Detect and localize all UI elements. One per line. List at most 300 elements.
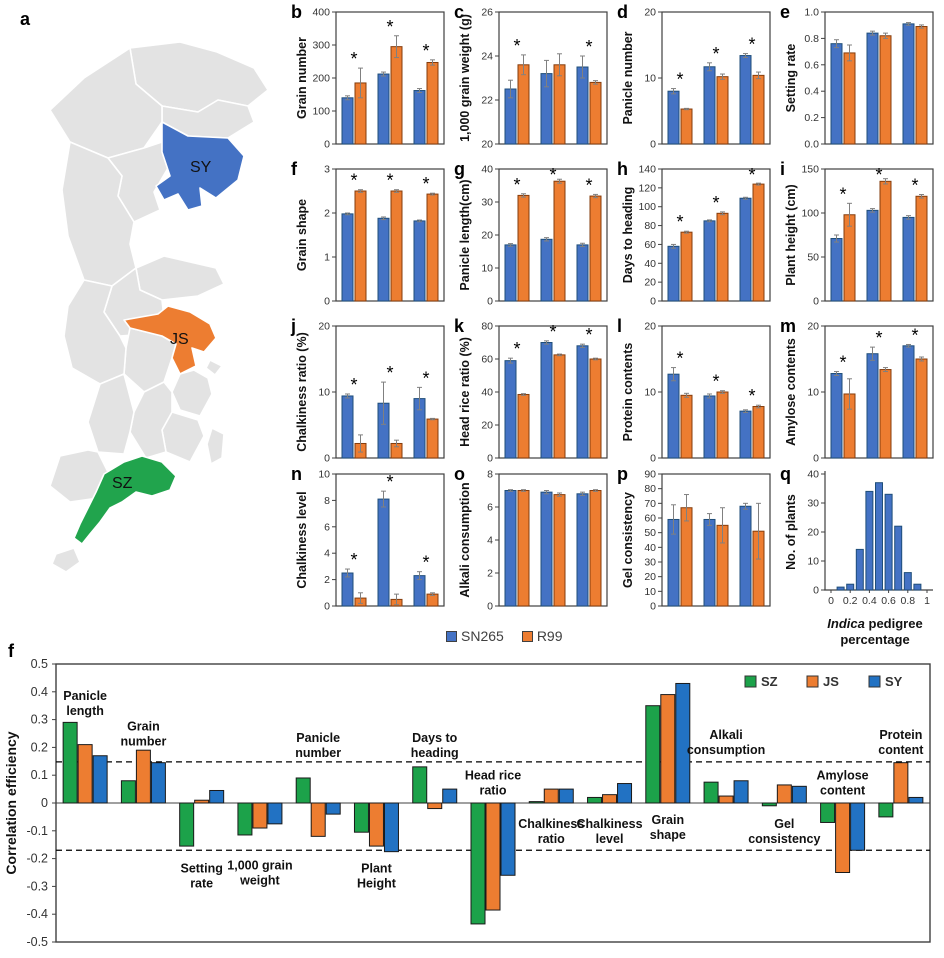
significance-asterisk: * bbox=[549, 322, 557, 342]
bar bbox=[717, 392, 728, 458]
svg-text:30: 30 bbox=[807, 497, 819, 510]
corr-bar-sz bbox=[821, 803, 835, 822]
corr-bar-sz bbox=[762, 803, 776, 806]
significance-asterisk: * bbox=[748, 165, 756, 185]
corr-bar-js bbox=[78, 745, 92, 803]
bar bbox=[590, 82, 601, 144]
svg-text:140: 140 bbox=[638, 163, 656, 176]
bar bbox=[844, 53, 855, 144]
trait-label: Gel consistency bbox=[748, 817, 821, 847]
chart-svg-o bbox=[457, 466, 612, 618]
svg-text:2: 2 bbox=[324, 574, 330, 587]
svg-text:0: 0 bbox=[650, 295, 656, 308]
svg-text:Chalkiness ratio (%): Chalkiness ratio (%) bbox=[295, 332, 309, 452]
trait-label: Head rice ratio bbox=[464, 768, 522, 798]
svg-text:2: 2 bbox=[487, 567, 493, 580]
svg-text:Setting rate: Setting rate bbox=[784, 43, 798, 113]
bar bbox=[590, 491, 601, 607]
corr-bar-sz bbox=[354, 803, 368, 832]
chart-svg-m bbox=[783, 318, 938, 470]
svg-text:0: 0 bbox=[487, 452, 493, 465]
svg-text:0.2: 0.2 bbox=[30, 740, 48, 755]
corr-bar-sy bbox=[559, 789, 573, 803]
bar bbox=[704, 67, 715, 144]
bar bbox=[831, 239, 842, 301]
corr-bar-sy bbox=[618, 784, 632, 803]
panel-letter-f: f bbox=[291, 159, 297, 179]
corr-bar-sy bbox=[501, 803, 515, 875]
panel-a-letter: a bbox=[20, 9, 31, 29]
bar bbox=[831, 374, 842, 458]
bar bbox=[681, 109, 692, 144]
bar bbox=[903, 24, 914, 144]
svg-text:Days to heading: Days to heading bbox=[621, 186, 635, 284]
panel-d-panicle-number bbox=[616, 2, 779, 159]
svg-text:4: 4 bbox=[324, 547, 330, 560]
significance-asterisk: * bbox=[748, 34, 756, 55]
legend-swatch-sy bbox=[869, 676, 880, 687]
svg-text:80: 80 bbox=[481, 320, 493, 333]
bar bbox=[554, 65, 565, 144]
svg-text:0: 0 bbox=[828, 595, 834, 607]
svg-text:0.2: 0.2 bbox=[842, 595, 858, 607]
svg-text:10: 10 bbox=[644, 386, 656, 399]
svg-text:-0.4: -0.4 bbox=[26, 907, 48, 922]
significance-asterisk: * bbox=[839, 184, 847, 205]
svg-text:8: 8 bbox=[324, 494, 330, 507]
svg-text:0.1: 0.1 bbox=[30, 768, 48, 783]
bar bbox=[342, 98, 353, 144]
chart-svg-h bbox=[620, 161, 775, 313]
corr-bar-sz bbox=[296, 778, 310, 803]
svg-text:Grain shape: Grain shape bbox=[295, 198, 309, 272]
bar bbox=[554, 495, 565, 606]
svg-text:40: 40 bbox=[644, 257, 656, 270]
correlation-chart-svg bbox=[0, 652, 944, 958]
bar bbox=[740, 198, 751, 301]
trait-label: Alkali consumption bbox=[686, 728, 766, 758]
xlabel-line2: percentage bbox=[840, 632, 910, 647]
bar bbox=[577, 494, 588, 606]
corr-bar-sz bbox=[529, 802, 543, 803]
svg-text:Amylose contents: Amylose contents bbox=[784, 338, 798, 446]
corr-bar-sz bbox=[646, 706, 660, 803]
bar bbox=[378, 218, 389, 301]
bar bbox=[717, 77, 728, 144]
corr-bar-js bbox=[253, 803, 267, 828]
svg-text:30: 30 bbox=[644, 556, 656, 569]
bar bbox=[342, 573, 353, 606]
svg-text:1: 1 bbox=[324, 251, 330, 264]
significance-asterisk: * bbox=[585, 325, 593, 346]
legend-label-r99: R99 bbox=[536, 628, 563, 644]
svg-text:70: 70 bbox=[644, 497, 656, 510]
panel-n-chalkiness-level bbox=[290, 464, 453, 648]
bar bbox=[414, 576, 425, 606]
significance-asterisk: * bbox=[350, 170, 358, 191]
bar bbox=[717, 213, 728, 301]
svg-text:6: 6 bbox=[324, 521, 330, 534]
corr-bar-sz bbox=[879, 803, 893, 817]
bar bbox=[378, 499, 389, 606]
map-province bbox=[88, 374, 134, 454]
legend-varieties bbox=[446, 628, 563, 644]
chart-svg-j bbox=[294, 318, 449, 470]
map-label-js: JS bbox=[170, 331, 189, 348]
svg-text:4: 4 bbox=[487, 534, 493, 547]
significance-asterisk: * bbox=[676, 212, 684, 233]
trait-label: Panicle number bbox=[295, 730, 342, 760]
bar bbox=[577, 346, 588, 458]
chart-svg-n bbox=[294, 466, 449, 618]
svg-text:8: 8 bbox=[487, 468, 493, 481]
panel-o-alkali-consumption bbox=[453, 464, 616, 648]
svg-text:0.0: 0.0 bbox=[804, 138, 819, 151]
svg-text:-0.3: -0.3 bbox=[26, 879, 48, 894]
panel-letter-l: l bbox=[617, 316, 623, 336]
panel-f-letter: f bbox=[8, 641, 14, 661]
svg-text:10: 10 bbox=[807, 555, 819, 568]
panel-letter-b: b bbox=[291, 2, 302, 22]
bar bbox=[391, 47, 402, 144]
significance-asterisk: * bbox=[875, 165, 883, 185]
panel-letter-d: d bbox=[617, 2, 628, 22]
svg-text:90: 90 bbox=[644, 468, 656, 481]
panel-l-protein-contents bbox=[616, 316, 779, 464]
trait-label: Protein content bbox=[878, 728, 924, 758]
significance-asterisk: * bbox=[875, 328, 883, 349]
bar bbox=[541, 492, 552, 606]
svg-text:Grain number: Grain number bbox=[295, 37, 309, 119]
svg-text:1: 1 bbox=[924, 595, 930, 607]
chart-svg-c bbox=[457, 4, 612, 156]
corr-bar-js bbox=[311, 803, 325, 836]
corr-bar-sy bbox=[93, 756, 107, 803]
bar bbox=[867, 33, 878, 144]
bar bbox=[554, 355, 565, 458]
significance-asterisk: * bbox=[513, 35, 521, 56]
svg-text:20: 20 bbox=[481, 138, 493, 151]
corr-bar-sy bbox=[268, 803, 282, 824]
bar bbox=[378, 74, 389, 144]
svg-text:20: 20 bbox=[807, 526, 819, 539]
svg-text:Panicle length(cm): Panicle length(cm) bbox=[458, 179, 472, 291]
panel-h-days-to-heading bbox=[616, 159, 779, 316]
svg-text:0: 0 bbox=[650, 600, 656, 613]
panel-f-correlation bbox=[0, 641, 944, 958]
svg-text:0: 0 bbox=[41, 796, 48, 810]
corr-bar-js bbox=[195, 800, 209, 803]
svg-text:No. of plants: No. of plants bbox=[784, 494, 798, 570]
bar bbox=[355, 191, 366, 301]
svg-text:22: 22 bbox=[481, 94, 493, 107]
bar bbox=[844, 215, 855, 301]
corr-bar-js bbox=[661, 695, 675, 803]
hist-bar bbox=[856, 549, 863, 590]
svg-text:20: 20 bbox=[481, 419, 493, 432]
panel-g-panicle-length bbox=[453, 159, 616, 316]
hist-bar bbox=[885, 494, 892, 590]
corr-bar-sz bbox=[180, 803, 194, 846]
legend-item-sn265 bbox=[446, 628, 504, 644]
chart-svg-e bbox=[783, 4, 938, 156]
svg-text:0: 0 bbox=[813, 295, 819, 308]
panel-letter-i: i bbox=[780, 159, 786, 179]
svg-text:0.6: 0.6 bbox=[881, 595, 896, 607]
svg-text:0: 0 bbox=[650, 452, 656, 465]
corr-bar-sz bbox=[704, 782, 718, 803]
bar bbox=[554, 181, 565, 301]
chart-svg-l bbox=[620, 318, 775, 470]
corr-bar-js bbox=[486, 803, 500, 910]
svg-text:0: 0 bbox=[324, 295, 330, 308]
svg-text:120: 120 bbox=[638, 182, 656, 195]
panel-letter-g: g bbox=[454, 159, 465, 179]
corr-bar-js bbox=[836, 803, 850, 873]
bar bbox=[916, 196, 927, 301]
bar bbox=[505, 245, 516, 301]
svg-text:50: 50 bbox=[644, 527, 656, 540]
svg-text:30: 30 bbox=[481, 196, 493, 209]
bar bbox=[518, 491, 529, 607]
svg-text:20: 20 bbox=[318, 320, 330, 333]
significance-asterisk: * bbox=[513, 174, 521, 195]
svg-text:50: 50 bbox=[807, 251, 819, 264]
bar bbox=[753, 75, 764, 144]
bar bbox=[541, 239, 552, 301]
corr-bar-sz bbox=[63, 722, 77, 803]
bar bbox=[880, 181, 891, 301]
significance-asterisk: * bbox=[513, 339, 521, 360]
significance-asterisk: * bbox=[911, 325, 919, 346]
bar bbox=[342, 396, 353, 458]
bar bbox=[590, 196, 601, 301]
corr-bar-sy bbox=[851, 803, 865, 850]
legend-label-sy: SY bbox=[885, 674, 903, 689]
bar bbox=[518, 65, 529, 144]
trait-label: Chalkiness ratio bbox=[518, 817, 585, 847]
significance-asterisk: * bbox=[676, 69, 684, 90]
bar bbox=[391, 191, 402, 301]
bar bbox=[867, 210, 878, 301]
panel-j-chalkiness-ratio bbox=[290, 316, 453, 464]
legend-swatch-js bbox=[807, 676, 818, 687]
bar bbox=[880, 370, 891, 458]
hist-bar bbox=[904, 573, 911, 590]
bar bbox=[427, 62, 438, 144]
hist-bar bbox=[914, 584, 921, 590]
panel-letter-p: p bbox=[617, 464, 628, 484]
bar bbox=[740, 506, 751, 606]
significance-asterisk: * bbox=[549, 165, 557, 185]
svg-text:Plant height (cm): Plant height (cm) bbox=[784, 184, 798, 286]
panel-letter-j: j bbox=[291, 316, 297, 336]
significance-asterisk: * bbox=[350, 49, 358, 70]
svg-text:0.5: 0.5 bbox=[30, 657, 48, 671]
svg-text:10: 10 bbox=[644, 72, 656, 85]
hist-bar bbox=[895, 526, 902, 590]
map-label-sy: SY bbox=[190, 159, 212, 176]
panel-q-pedigree-histogram bbox=[779, 464, 942, 648]
svg-text:0: 0 bbox=[650, 138, 656, 151]
significance-asterisk: * bbox=[585, 37, 593, 57]
svg-text:0.8: 0.8 bbox=[804, 32, 819, 45]
bar bbox=[753, 407, 764, 458]
bar bbox=[903, 217, 914, 301]
corr-bar-sy bbox=[443, 789, 457, 803]
svg-text:80: 80 bbox=[644, 483, 656, 496]
bar bbox=[342, 214, 353, 301]
svg-text:60: 60 bbox=[481, 353, 493, 366]
bar bbox=[427, 419, 438, 458]
significance-asterisk: * bbox=[386, 472, 394, 493]
map-island-hainan bbox=[52, 548, 80, 572]
svg-text:-0.5: -0.5 bbox=[26, 935, 48, 949]
bar bbox=[668, 91, 679, 144]
bar bbox=[414, 221, 425, 301]
panel-letter-c: c bbox=[454, 2, 465, 22]
significance-asterisk: * bbox=[585, 175, 593, 196]
panel-letter-o: o bbox=[454, 464, 465, 484]
svg-text:400: 400 bbox=[312, 6, 330, 19]
panel-letter-n: n bbox=[291, 464, 302, 484]
r99-swatch-icon bbox=[522, 631, 533, 642]
svg-text:20: 20 bbox=[644, 6, 656, 19]
chart-svg-f bbox=[294, 161, 449, 313]
xlabel-italic: Indica bbox=[827, 616, 865, 631]
svg-text:0: 0 bbox=[324, 138, 330, 151]
svg-text:40: 40 bbox=[481, 163, 493, 176]
bar bbox=[577, 67, 588, 144]
significance-asterisk: * bbox=[712, 43, 720, 64]
svg-text:2: 2 bbox=[324, 207, 330, 220]
corr-bar-sy bbox=[734, 781, 748, 803]
svg-text:0.4: 0.4 bbox=[30, 684, 48, 699]
chart-svg-p bbox=[620, 466, 775, 618]
map-island bbox=[206, 360, 222, 375]
significance-asterisk: * bbox=[839, 352, 847, 373]
panel-letter-e: e bbox=[780, 2, 791, 22]
corr-bar-js bbox=[369, 803, 383, 846]
bar bbox=[903, 346, 914, 458]
svg-text:-0.2: -0.2 bbox=[26, 851, 48, 866]
xlabel-rest: pedigree bbox=[868, 616, 923, 631]
svg-text:20: 20 bbox=[481, 229, 493, 242]
svg-text:Panicle number: Panicle number bbox=[621, 31, 635, 125]
bar bbox=[867, 354, 878, 458]
corr-bar-sz bbox=[471, 803, 485, 924]
hist-bar bbox=[847, 584, 854, 590]
legend-label-sz: SZ bbox=[761, 674, 778, 689]
chart-svg-q bbox=[783, 466, 938, 636]
trait-label: Setting rate bbox=[180, 861, 223, 891]
svg-text:10: 10 bbox=[318, 386, 330, 399]
map-province bbox=[172, 370, 212, 416]
corr-bar-js bbox=[544, 789, 558, 803]
svg-text:100: 100 bbox=[312, 105, 330, 118]
significance-asterisk: * bbox=[422, 174, 430, 195]
legend-label-js: JS bbox=[823, 674, 839, 689]
legend-label-sn265: SN265 bbox=[461, 628, 504, 644]
significance-asterisk: * bbox=[422, 368, 430, 389]
svg-text:-0.1: -0.1 bbox=[26, 823, 48, 838]
svg-text:0.8: 0.8 bbox=[900, 595, 916, 607]
panel-letter-q: q bbox=[780, 464, 791, 484]
corr-bar-js bbox=[428, 803, 442, 809]
bar bbox=[681, 508, 692, 606]
chart-svg-k bbox=[457, 318, 612, 470]
panel-p-gel-consistency bbox=[616, 464, 779, 648]
significance-asterisk: * bbox=[676, 348, 684, 369]
bar bbox=[518, 195, 529, 301]
svg-text:300: 300 bbox=[312, 39, 330, 52]
significance-asterisk: * bbox=[386, 16, 394, 37]
bar bbox=[916, 359, 927, 458]
svg-text:200: 200 bbox=[312, 72, 330, 85]
panel-m-amylose-contents bbox=[779, 316, 942, 464]
bar bbox=[681, 232, 692, 301]
corr-bar-js bbox=[136, 750, 150, 803]
significance-asterisk: * bbox=[911, 175, 919, 196]
bar bbox=[427, 194, 438, 301]
svg-text:0.3: 0.3 bbox=[30, 712, 48, 727]
corr-bar-js bbox=[603, 795, 617, 803]
bar bbox=[668, 246, 679, 301]
significance-asterisk: * bbox=[422, 552, 430, 573]
panel-f-grain-shape bbox=[290, 159, 453, 316]
bar bbox=[505, 361, 516, 458]
bar bbox=[704, 519, 715, 606]
significance-asterisk: * bbox=[386, 170, 394, 191]
legend-swatch-sz bbox=[745, 676, 756, 687]
panel-k-head-rice-ratio bbox=[453, 316, 616, 464]
trait-label: Grain number bbox=[120, 719, 167, 749]
svg-text:6: 6 bbox=[487, 501, 493, 514]
bar bbox=[753, 184, 764, 301]
bar bbox=[590, 359, 601, 458]
svg-text:0: 0 bbox=[324, 600, 330, 613]
trait-label: Amylose content bbox=[816, 768, 869, 798]
svg-text:Correlation efficiency: Correlation efficiency bbox=[3, 731, 19, 875]
corr-bar-sy bbox=[792, 786, 806, 803]
significance-asterisk: * bbox=[712, 371, 720, 392]
svg-text:0.2: 0.2 bbox=[804, 112, 819, 125]
hist-bar bbox=[876, 483, 883, 590]
svg-text:0: 0 bbox=[487, 295, 493, 308]
trait-label: Days to heading bbox=[410, 730, 459, 760]
panel-letter-m: m bbox=[780, 316, 797, 336]
mini-chart-grid bbox=[290, 2, 944, 648]
legend-item-r99 bbox=[522, 628, 563, 644]
svg-text:1,000 grain weight (g): 1,000 grain weight (g) bbox=[458, 14, 472, 142]
bar bbox=[414, 91, 425, 144]
svg-text:26: 26 bbox=[481, 6, 493, 19]
chart-svg-g bbox=[457, 161, 612, 313]
svg-text:Gel consistency: Gel consistency bbox=[621, 492, 635, 588]
bar bbox=[577, 245, 588, 301]
bar bbox=[704, 221, 715, 301]
svg-text:1.0: 1.0 bbox=[804, 6, 819, 19]
panel-b-grain-number bbox=[290, 2, 453, 159]
significance-asterisk: * bbox=[748, 386, 756, 407]
bar bbox=[740, 411, 751, 458]
svg-text:60: 60 bbox=[644, 512, 656, 525]
panel-letter-k: k bbox=[454, 316, 465, 336]
corr-bar-sy bbox=[326, 803, 340, 814]
bar bbox=[916, 27, 927, 144]
sn265-swatch-icon bbox=[446, 631, 457, 642]
svg-text:40: 40 bbox=[807, 468, 819, 481]
